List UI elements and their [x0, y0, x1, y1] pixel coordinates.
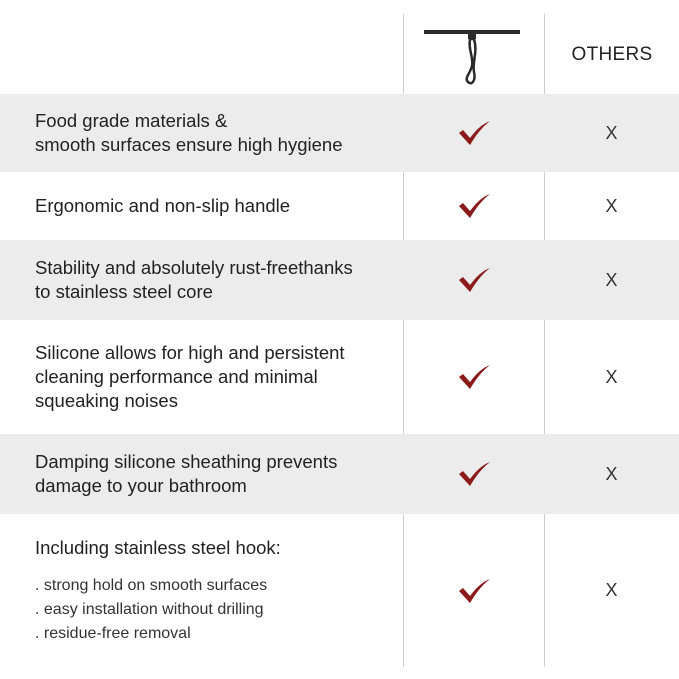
feature-description: [35, 94, 394, 172]
checkmark-icon: [457, 364, 491, 390]
feature-line: Including stainless steel hook:: [35, 536, 281, 558]
others-cell: X: [605, 580, 618, 600]
feature-description: [35, 320, 394, 434]
others-cell: X: [605, 366, 618, 387]
feature-line: Silicone allows for high and persistent: [35, 342, 345, 363]
squeegee-icon: [424, 26, 520, 88]
table-header: [0, 0, 679, 94]
feature-description: [35, 172, 394, 240]
others-cell: X: [605, 122, 618, 143]
feature-sub-item: . residue-free removal: [35, 624, 191, 642]
table-row: [0, 172, 679, 240]
feature-sub-list: [35, 574, 394, 646]
feature-line: Ergonomic and non-slip handle: [35, 195, 291, 216]
product-cell: [403, 320, 544, 434]
table-row: [0, 514, 679, 667]
others-cell: X: [605, 269, 618, 290]
checkmark-icon: [457, 578, 491, 604]
feature-description: [35, 514, 394, 667]
table-row: [0, 94, 679, 172]
feature-description: [35, 240, 394, 320]
others-cell: X: [605, 463, 618, 484]
feature-line: squeaking noises: [35, 390, 178, 411]
checkmark-icon: [457, 461, 491, 487]
others-cell: X: [605, 195, 618, 216]
product-cell: [403, 172, 544, 240]
product-cell: [403, 240, 544, 320]
table-row: [0, 320, 679, 434]
feature-line: damage to your bathroom: [35, 475, 247, 496]
product-cell: [403, 94, 544, 172]
checkmark-icon: [457, 193, 491, 219]
product-cell: [403, 514, 544, 667]
checkmark-icon: [457, 120, 491, 146]
product-cell: [403, 434, 544, 514]
feature-line: smooth surfaces ensure high hygiene: [35, 134, 343, 155]
checkmark-icon: [457, 267, 491, 293]
others-column-heading: OTHERS: [571, 44, 653, 65]
table-row: [0, 434, 679, 514]
feature-line: Food grade materials &: [35, 110, 228, 131]
feature-sub-item: . easy installation without drilling: [35, 600, 264, 618]
table-row: [0, 240, 679, 320]
feature-line: cleaning performance and minimal: [35, 366, 318, 387]
feature-line: Stability and absolutely rust-freethanks: [35, 257, 353, 278]
feature-description: [35, 434, 394, 514]
feature-sub-item: . strong hold on smooth surfaces: [35, 576, 268, 594]
feature-line: to stainless steel core: [35, 281, 213, 302]
feature-line: Damping silicone sheathing prevents: [35, 451, 338, 472]
